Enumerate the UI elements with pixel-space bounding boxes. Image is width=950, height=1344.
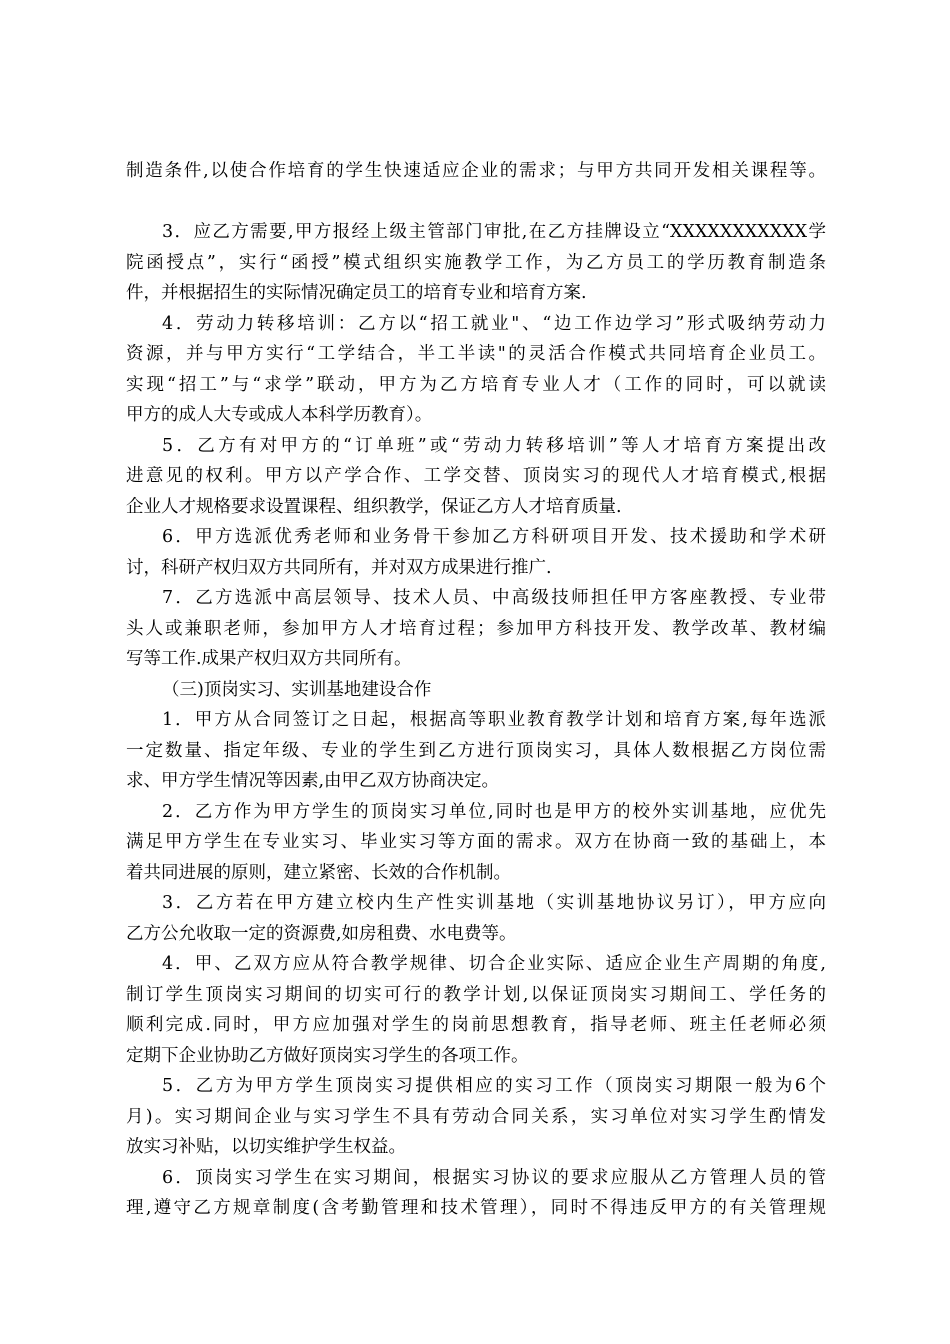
paragraph-line: 7．乙方选派中高层领导、技术人员、中高级技师担任甲方客座教授、专业带 <box>162 588 826 608</box>
paragraph-line: 6．顶岗实习学生在实习期间，根据实习协议的要求应服从乙方管理人员的管 <box>162 1168 826 1188</box>
paragraph-line: 3．应乙方需要,甲方报经上级主管部门审批,在乙方挂牌设立“XXXXXXXXXXX学 <box>162 222 826 242</box>
paragraph-line: 资源，并与甲方实行“工学结合，半工半读"的灵活合作模式共同培育企业员工。 <box>126 344 826 364</box>
paragraph-line: 讨，科研产权归双方共同所有，并对双方成果进行推广. <box>126 558 552 578</box>
paragraph-line: 院函授点”，实行“函授”模式组织实施教学工作，为乙方员工的学历教育制造条 <box>126 253 826 273</box>
paragraph-line: 头人或兼职老师，参加甲方人才培育过程；参加甲方科技开发、教学改革、教材编 <box>126 619 826 639</box>
paragraph-line: 满足甲方学生在专业实习、毕业实习等方面的需求。双方在协商一致的基础上，本 <box>126 832 826 852</box>
paragraph-line: 月)。实习期间企业与实习学生不具有劳动合同关系，实习单位对实习学生酌情发 <box>126 1107 826 1127</box>
paragraph-line: 企业人才规格要求设置课程、组织教学，保证乙方人才培育质量. <box>126 497 622 517</box>
paragraph-line: 制造条件,以使合作培育的学生快速适应企业的需求；与甲方共同开发相关课程等。 <box>126 161 826 181</box>
paragraph-line: 着共同进展的原则，建立紧密、长效的合作机制。 <box>126 863 511 883</box>
paragraph-line: 放实习补贴，以切实维护学生权益。 <box>126 1137 406 1157</box>
paragraph-line: 件，并根据招生的实际情况确定员工的培育专业和培育方案. <box>126 283 587 303</box>
paragraph-line: 理,遵守乙方规章制度(含考勤管理和技术管理），同时不得违反甲方的有关管理规 <box>126 1198 826 1218</box>
paragraph-line: 1．甲方从合同签订之日起，根据高等职业教育教学计划和培育方案,每年选派 <box>162 710 826 730</box>
paragraph-line: 5．乙方为甲方学生顶岗实习提供相应的实习工作（顶岗实习期限一般为6个 <box>162 1076 826 1096</box>
section-heading: （三)顶岗实习、实训基地建设合作 <box>162 680 432 700</box>
paragraph-line: 写等工作.成果产权归双方共同所有。 <box>126 649 412 669</box>
paragraph-line: 6．甲方选派优秀老师和业务骨干参加乙方科研项目开发、技术援助和学术研 <box>162 527 826 547</box>
paragraph-line: 制订学生顶岗实习期间的切实可行的教学计划,以保证顶岗实习期间工、学任务的 <box>126 985 826 1005</box>
paragraph-line: 5．乙方有对甲方的“订单班”或“劳动力转移培训”等人才培育方案提出改 <box>162 436 826 456</box>
paragraph-line: 求、甲方学生情况等因素,由甲乙双方协商决定。 <box>126 771 500 791</box>
paragraph-line: 乙方公允收取一定的资源费,如房租费、水电费等。 <box>126 924 517 944</box>
paragraph-line: 4．甲、乙双方应从符合教学规律、切合企业实际、适应企业生产周期的角度, <box>162 954 826 974</box>
paragraph-line: 进意见的权利。甲方以产学合作、工学交替、顶岗实习的现代人才培育模式,根据 <box>126 466 826 486</box>
paragraph-line: 2．乙方作为甲方学生的顶岗实习单位,同时也是甲方的校外实训基地，应优先 <box>162 802 826 822</box>
paragraph-line: 4．劳动力转移培训：乙方以“招工就业"、“边工作边学习”形式吸纳劳动力 <box>162 314 826 334</box>
paragraph-line: 顺利完成.同时，甲方应加强对学生的岗前思想教育，指导老师、班主任老师必须 <box>126 1015 826 1035</box>
paragraph-line: 甲方的成人大专或成人本科学历教育）。 <box>126 405 433 425</box>
paragraph-line: 3．乙方若在甲方建立校内生产性实训基地（实训基地协议另订），甲方应向 <box>162 893 826 913</box>
paragraph-line: 一定数量、指定年级、专业的学生到乙方进行顶岗实习，具体人数根据乙方岗位需 <box>126 741 826 761</box>
paragraph-line: 定期下企业协助乙方做好顶岗实习学生的各项工作。 <box>126 1046 529 1066</box>
paragraph-line: 实现“招工”与“求学”联动，甲方为乙方培育专业人才（工作的同时，可以就读 <box>126 375 826 395</box>
